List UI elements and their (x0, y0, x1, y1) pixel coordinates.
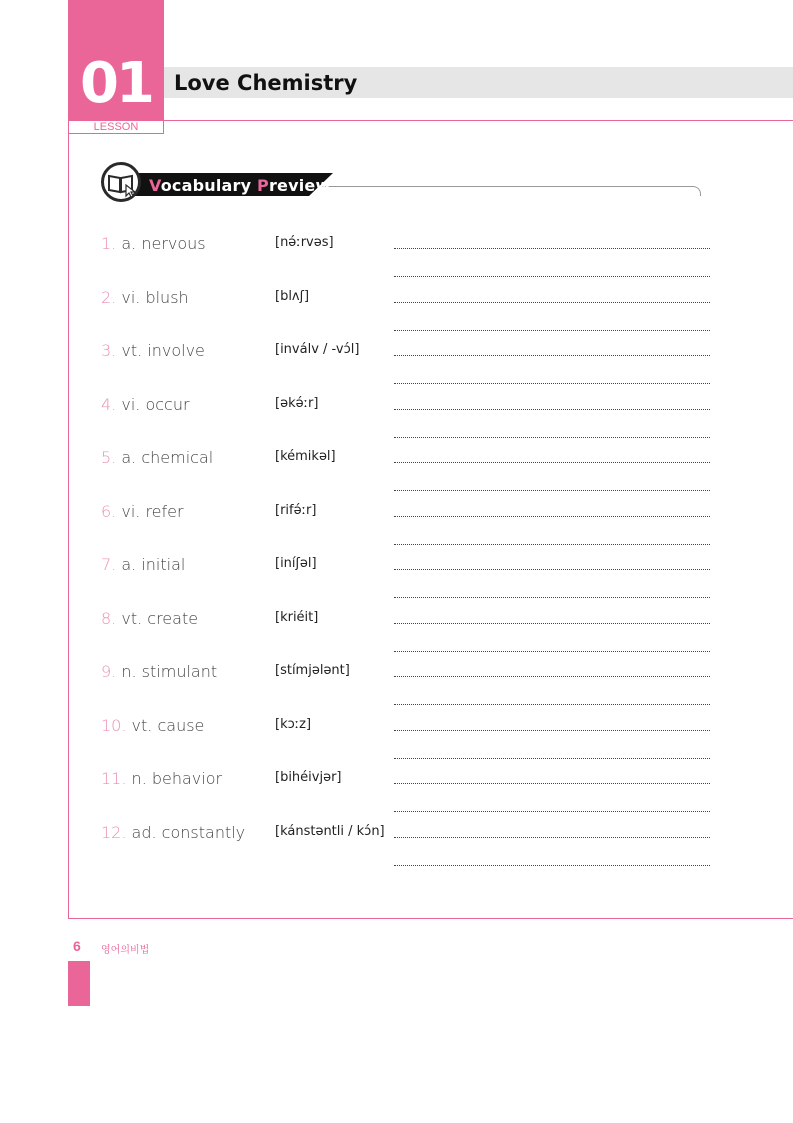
vocab-number: 6. (101, 501, 117, 521)
vocab-item (101, 815, 713, 869)
section-title-rest-1: ocabulary (160, 176, 258, 195)
vocab-number: 3. (101, 341, 117, 360)
answer-line[interactable] (394, 544, 710, 545)
answer-line[interactable] (394, 409, 710, 410)
answer-line[interactable] (394, 569, 710, 570)
lesson-label: LESSON (93, 121, 139, 133)
vocab-pronunciation: [rifə́ːr] (275, 502, 317, 518)
vocab-word (101, 448, 213, 467)
answer-line[interactable] (394, 783, 710, 784)
vocab-term: n. stimulant (121, 662, 218, 681)
answer-line[interactable] (394, 623, 710, 624)
section-title-initial-v: V (149, 176, 161, 195)
vocab-term: vt. create (121, 608, 199, 628)
vocab-term: vi. blush (121, 287, 189, 307)
vocab-word (101, 234, 206, 253)
footer-tab (68, 961, 90, 1006)
vocab-pronunciation: [inválv / -vɔ́l] (275, 342, 360, 357)
vocab-number: 11. (101, 769, 127, 788)
vocab-word (101, 609, 198, 628)
book-name: 영어의비법 (101, 945, 150, 956)
lesson-number: 01 (80, 51, 152, 116)
vocab-pronunciation: [bihéivjər] (275, 770, 342, 785)
vocab-pronunciation: [blʌʃ] (275, 288, 310, 304)
vocab-pronunciation: [kánstəntli / kɔ́n] (275, 823, 385, 839)
vocab-word (101, 662, 217, 681)
vocab-word (101, 288, 189, 307)
vocab-item (101, 494, 713, 548)
vocab-pronunciation: [kriéit] (275, 609, 319, 625)
vocab-item (101, 333, 713, 387)
vocab-word (101, 555, 185, 574)
vocab-item (101, 547, 713, 601)
answer-line[interactable] (394, 276, 710, 277)
answer-line[interactable] (394, 490, 710, 491)
vocab-term: a. nervous (121, 234, 206, 253)
answer-line[interactable] (394, 302, 710, 303)
answer-line[interactable] (394, 865, 710, 866)
answer-line[interactable] (394, 730, 710, 731)
vocab-item (101, 708, 713, 762)
section-title-rest-2: review (268, 176, 331, 195)
vocab-term: vi. refer (121, 501, 184, 521)
vocab-pronunciation: [kɔːz] (275, 716, 312, 732)
vocabulary-list (101, 226, 713, 868)
vocab-number: 12. (101, 822, 127, 842)
vocab-pronunciation: [stímjələnt] (275, 663, 350, 678)
vocab-term: n. behavior (131, 769, 223, 788)
lesson-label-box (68, 120, 164, 134)
vocab-item (101, 654, 713, 708)
answer-line[interactable] (394, 516, 710, 517)
vocab-item (101, 226, 713, 280)
vocabulary-preview-header (101, 162, 707, 204)
section-title-initial-p: P (257, 176, 269, 195)
vocab-word (101, 823, 245, 842)
section-title (149, 176, 330, 195)
lesson-title: Love Chemistry (174, 71, 358, 95)
answer-line[interactable] (394, 462, 710, 463)
book-cursor-icon (101, 162, 141, 202)
vocab-number: 10. (101, 715, 127, 735)
vocab-item (101, 601, 713, 655)
vocab-word (101, 341, 205, 360)
vocab-item (101, 280, 713, 334)
vocab-pronunciation: [iníʃəl] (275, 556, 317, 571)
page-number: 6 (73, 938, 81, 954)
vocab-number: 9. (101, 662, 117, 681)
answer-line[interactable] (394, 676, 710, 677)
vocab-pronunciation: [əkə́ːr] (275, 395, 319, 411)
answer-line[interactable] (394, 704, 710, 705)
vocab-term: vt. cause (131, 715, 205, 735)
vocab-item (101, 387, 713, 441)
answer-line[interactable] (394, 811, 710, 812)
lesson-badge (68, 0, 164, 120)
vocab-pronunciation: [nə́ːrvəs] (275, 235, 334, 250)
vocab-number: 1. (101, 234, 117, 253)
answer-line[interactable] (394, 355, 710, 356)
vocab-number: 8. (101, 608, 117, 628)
vocab-term: vi. occur (121, 394, 190, 414)
vocab-number: 2. (101, 287, 117, 307)
answer-line[interactable] (394, 437, 710, 438)
vocab-term: ad. constantly (131, 822, 246, 842)
vocab-number: 5. (101, 448, 117, 467)
header-rule (321, 186, 701, 196)
title-bar (164, 67, 793, 98)
vocab-word (101, 502, 184, 521)
vocab-pronunciation: [kémikəl] (275, 449, 336, 464)
vocab-number: 4. (101, 394, 117, 414)
vocab-item (101, 761, 713, 815)
answer-line[interactable] (394, 597, 710, 598)
vocab-term: vt. involve (121, 341, 205, 360)
answer-line[interactable] (394, 330, 710, 331)
answer-line[interactable] (394, 837, 710, 838)
vocab-word (101, 769, 222, 788)
answer-line[interactable] (394, 651, 710, 652)
answer-line[interactable] (394, 248, 710, 249)
header-divider (164, 120, 793, 121)
vocab-term: a. chemical (121, 448, 214, 467)
answer-line[interactable] (394, 758, 710, 759)
frame-bottom-border (68, 918, 793, 919)
vocab-number: 7. (101, 555, 117, 574)
answer-line[interactable] (394, 383, 710, 384)
vocab-term: a. initial (121, 555, 186, 574)
vocab-word (101, 395, 190, 414)
vocab-word (101, 716, 204, 735)
vocab-item (101, 440, 713, 494)
frame-left-border (68, 134, 69, 919)
